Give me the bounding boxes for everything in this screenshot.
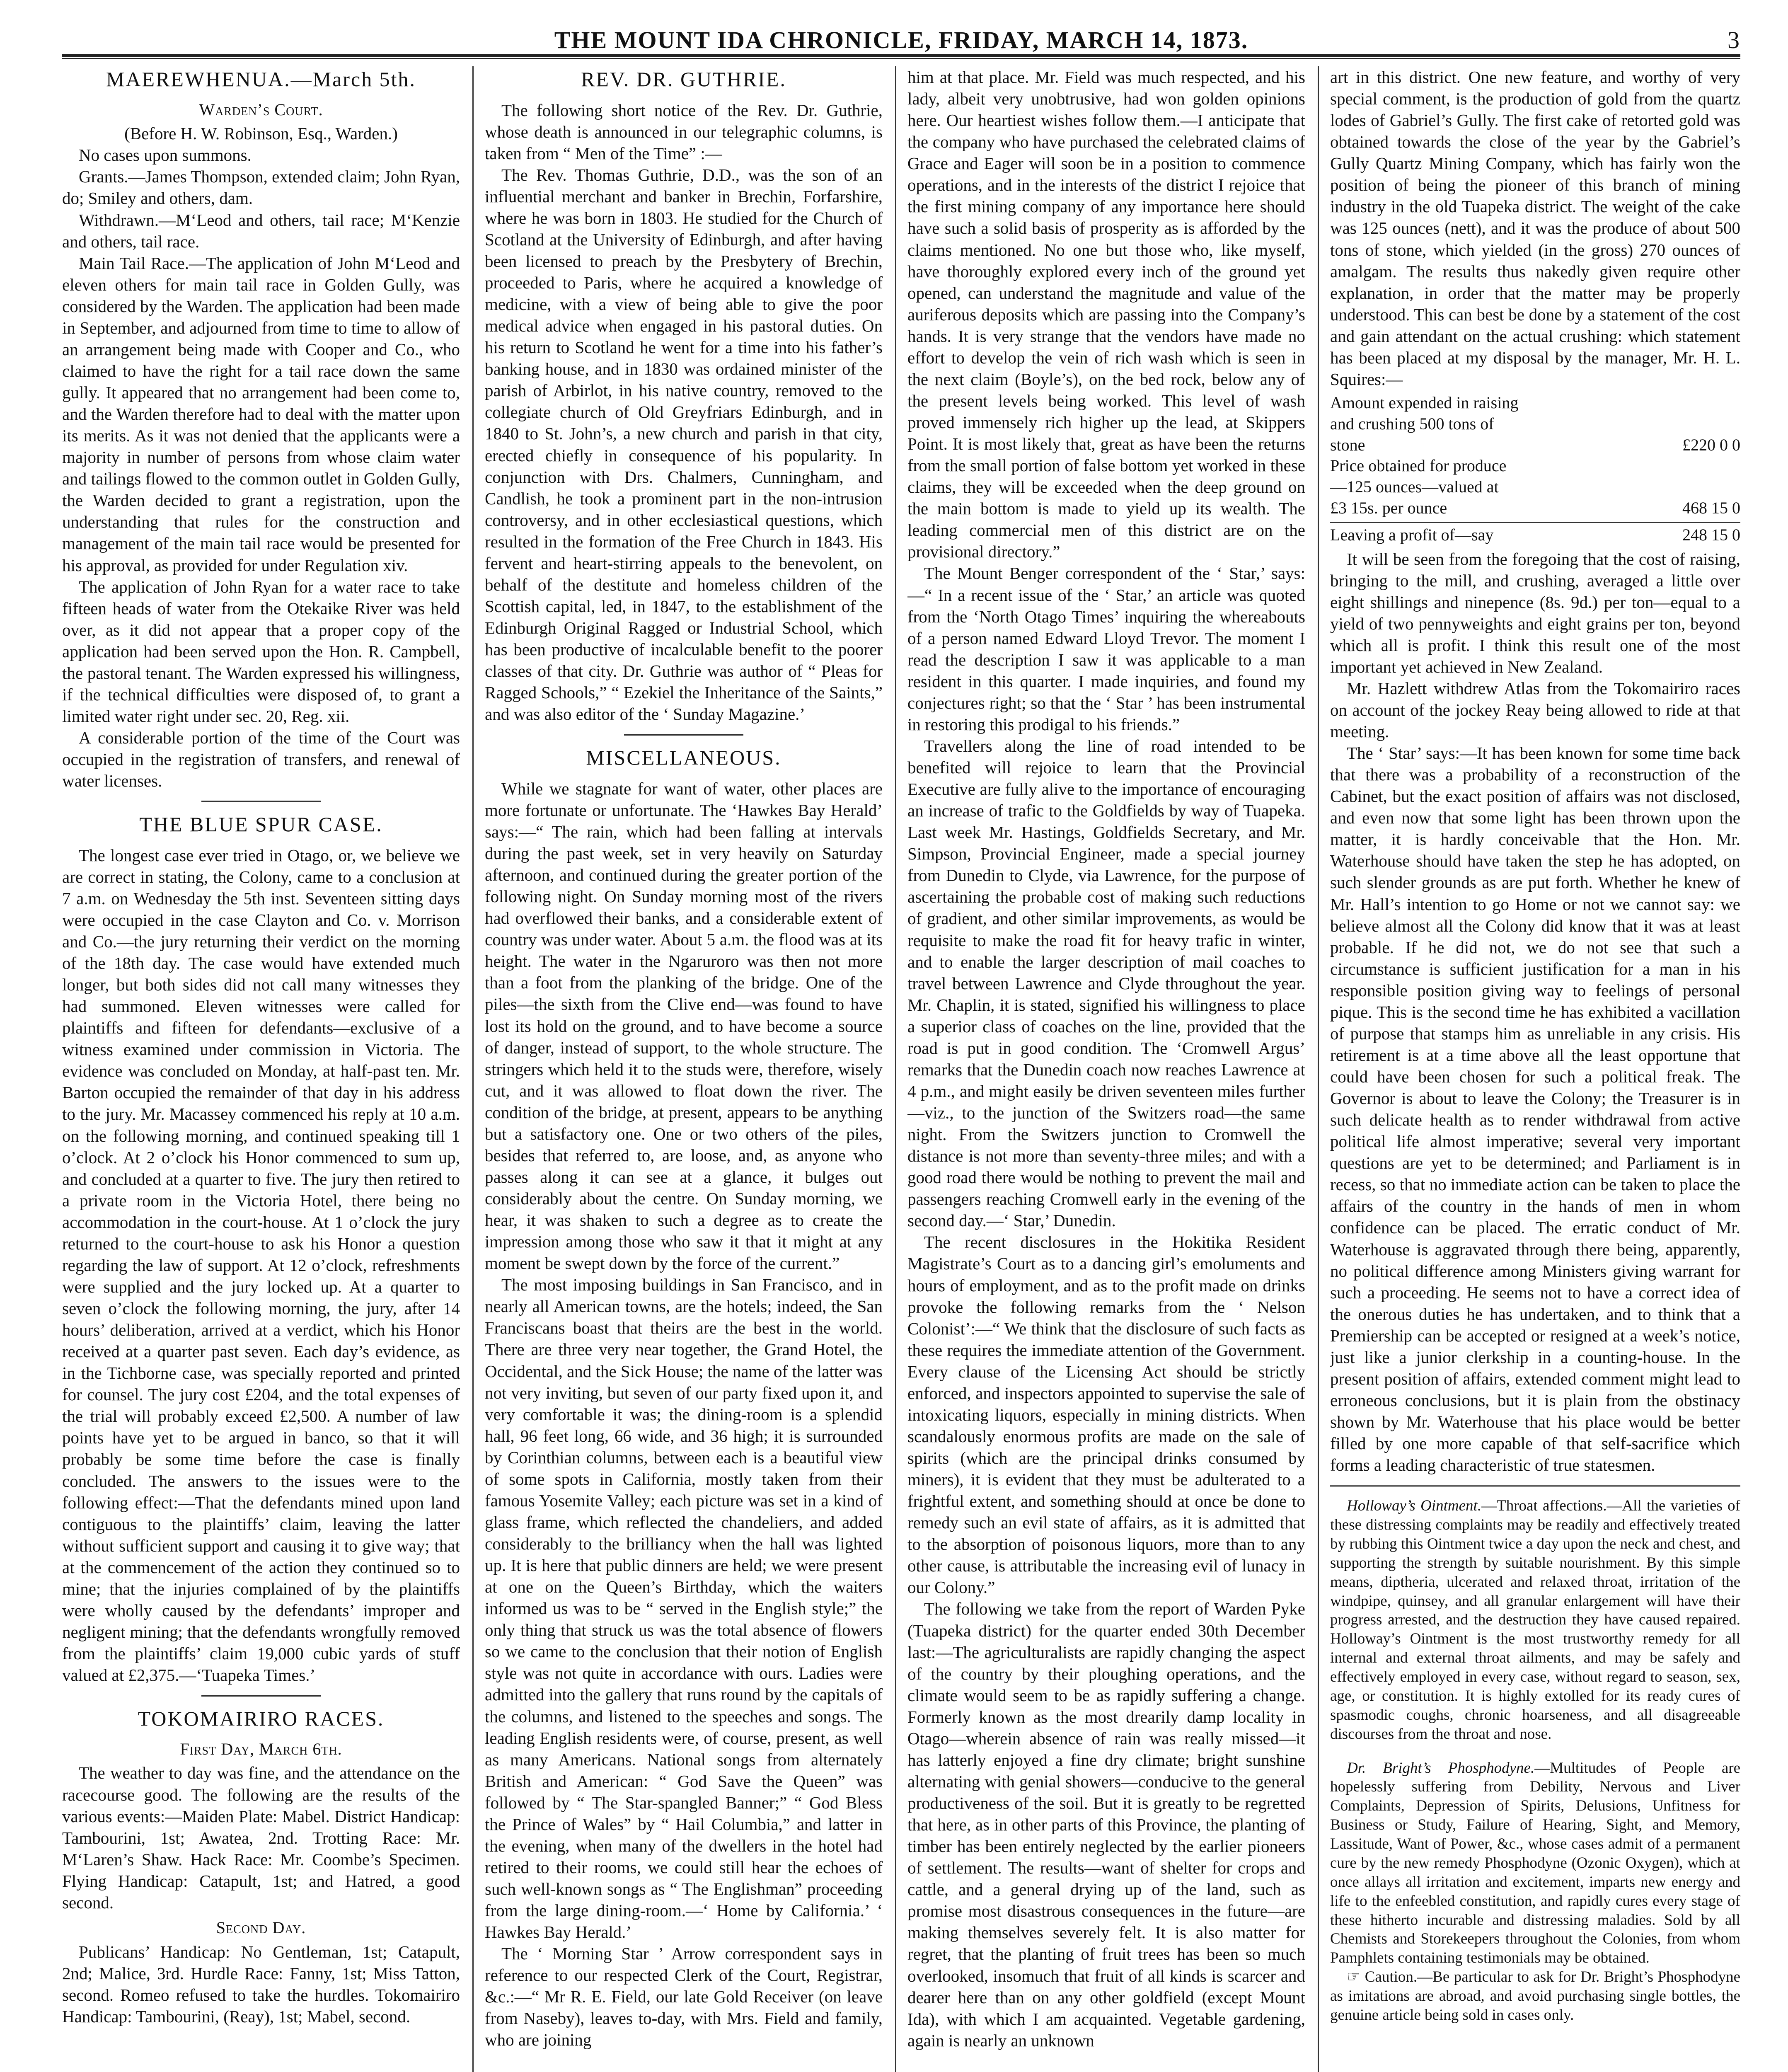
ad-caution: ☞ Caution.—Be particular to ask for Dr. Bright’s Phosphodyne as imitations are abroad, and avoid purchasing single bottles, the genuine article being sold in cases only. [1330,1968,1740,2024]
crushing-ledger [1330,392,1740,546]
column-4 [1330,66,1740,2072]
article-paragraph: him at that place. Mr. Field was much respected, and his lady, albeit very unobtrusive, had won golden opinions here. Our heartiest wishes follow them.—I anticipate that the company who have purchased the celebrated claims of Grace and Eager will soon be in a position to commence operations, and in the interests of the district I rejoice that the first mining company of any importance here should have such a solid basis of prosperity as is afforded by the claims mentioned. No one but those who, like myself, have thoroughly explored every inch of the ground yet opened, can understand the magnitude and value of the auriferous deposits which are passing into the Company’s hands. It is very strange that the vendors have made no effort to develop the vein of rich wash which is seen in the next claim (Boyle’s), on the bed rock, below any of the present levels being worked. This level of wash proved immensely rich higher up the lead, at Skippers Point. It is most likely that, great as have been the returns from the small portion of false bottom yet worked in these claims, they will be exceeded when the deep ground on the main bottom is made to yield up its wealth. The leading commercial men of this district are on the provisional directory.” [907,68,1305,562]
ledger-line: Amount expended in raising [1330,393,1519,412]
column-2 [485,66,883,2072]
article-paragraph: It will be seen from the foregoing that the cost of raising, bringing to the mill, and crushing, averaged a little over eight shillings and ninepence (8s. 9d.) per ton—equal to a yield of two pennyweights and eight grains per ton, beyond which all is profit. I think this result one of the most important yet achieved in New Zealand. [1330,549,1740,676]
article-paragraph: The most imposing buildings in San Francisco, and in nearly all American towns, are the hotels; indeed, the San Franciscans boast that theirs are the best in the world. There are three very near together, the Grand Hotel, the Occidental, and the Sick House; the name of the latter was not very inviting, but seven of our party fixed upon it, and very comfortable it was; the dining-room is a splendid hall, 96 feet long, 66 wide, and 36 high; it is surrounded by Corinthian columns, between each is a beautiful view of some spots in California, mostly taken from their famous Yosemite Valley; each picture was set in a kind of glass frame, which reflected the chandeliers, and added considerably to the brilliancy when the hall was lighted up. It is here that public dinners are held; we were present at one on the Queen’s Birthday, which the waiters informed us was to be “ served in the English style;” the only thing that struck us was the total absence of flowers so we came to the conclusion that their notion of English style was not quite in accordance with ours. Ladies were admitted into the gallery that runs round by the capitals of the columns, and listened to the speeches and songs. The leading English residents were, of course, present, as well as many Americans. National songs from alternately British and American: “ God Save the Queen” was followed by “ The Star-spangled Banner;” “ God Bless the Prince of Wales” by “ Hail Columbia,” and latter in the evening, when many of the dwellers in the hotel had retired to their rooms, we could still hear the echoes of such well-known songs as “ The Englishman” proceeding from the large dining-room.—‘ Home by California.’ ‘ Hawkes Bay Herald.’ [485,1275,883,1942]
ledger-row [1330,435,1740,456]
ledger-row [1330,522,1740,546]
advertisement-phosphodyne [1330,1759,1740,2025]
ledger-row [1330,498,1740,519]
article-paragraph: No cases upon summons. [79,145,252,165]
column-rule [895,66,896,2072]
newspaper-title: THE MOUNT IDA CHRONICLE, FRIDAY, MARCH 14, 1873. [554,27,1248,53]
heading-tokomairiro-races: TOKOMAIRIRO RACES. [138,1707,385,1731]
ledger-label: stone [1330,435,1365,454]
ledger-line: Price obtained for produce [1330,456,1507,475]
second-day-heading: Second Day. [216,1918,306,1937]
article-paragraph: Main Tail Race.—The application of John M‘Leod and eleven others for main tail race in Golden Gully, was considered by the Warden. The application had been made in September, and adjourned from time to time to allow of an arrangement being made with Cooper and Co., who claimed to have the right for a tail race down the same gully. It appeared that no arrangement had been come to, and the Warden therefore had to deal with the matter upon its merits. As it was not denied that the applicants were a majority in number of persons from whose claim water and tailings flowed to the common outlet in Golden Gully, the Warden decided to grant a registration, upon the understanding that rules for the construction and management of the main tail race would be presented for his approval, as provided for under Regulation xiv. [62,253,460,575]
section-divider [1330,1485,1740,1487]
ledger-line: and crushing 500 tons of [1330,414,1494,433]
article-paragraph: Withdrawn.—M‘Leod and others, tail race; M‘Kenzie and others, tail race. [62,210,460,251]
article-paragraph: The following we take from the report of Warden Pyke (Tuapeka district) for the quarter ended 30th December last:—The agriculturalists are rapidly changing the aspect of the country by their ploughing operations, and the climate would seem to be as rapidly suffering a change. Formerly known as the most drearily damp locality in Otago—wherein absence of rain was really missed—it has latterly enjoyed a fine dry climate; bright sunshine alternating with genial showers—conducive to the general productiveness of the soil. But it is greatly to be regretted that here, as in other parts of this Province, the planting of timber has been entirely neglected by the earlier pioneers of settlement. The results—want of shelter for crops and cattle, and a general drying up of the land, such as promise most disastrous consequences in the future—are making themselves severely felt. It is also matter for regret, that the planting of fruit trees has been so much overlooked, insomuch that fruit of all kinds is scarcer and dearer here than on any other goldfield (except Mount Ida), with which I am acquainted. Vegetable gardening, again is nearly an unknown [907,1599,1305,2050]
article-paragraph: While we stagnate for want of water, other places are more fortunate or unfortunate. The ‘Hawkes Bay Herald’ says:—“ The rain, which had been falling at intervals during the past week, set in very heavily on Saturday afternoon, and continued during the greater portion of the following night. On Sunday morning most of the rivers had overflowed their banks, and a considerable extent of country was under water. About 5 a.m. the flood was at its height. The water in the Ngaruroro was then not more than a foot from the planking of the bridge. One of the piles—the sixth from the Clive end—was found to have lost its hold on the ground, and to have become a source of danger, instead of support, to the whole structure. The stringers which held it to the studs were, therefore, wisely cut, and it was allowed to float down the river. The condition of the bridge, at present, appears to be anything but a satisfactory one. One or two others of the piles, besides that referred to, are loose, and, as anyone who passes along it can see at a glance, it bulges out considerably about the centre. On Sunday morning, we hear, it was shaken to such a degree as to create the impression among those who saw it that it might at any moment be swept down by the force of the current.” [485,779,883,1273]
article-paragraph: The application of John Ryan for a water race to take fifteen heads of water from the Otekaike River was held over, as it did not appear that a proper copy of the application had been served upon the Hon. R. Campbell, the pastoral tenant. The Warden expressed his willingness, if the technical difficulties were disposed of, to grant a limited water right under sec. 20, Reg. xii. [62,577,460,726]
article-paragraph: Travellers along the line of road intended to be benefited will rejoice to learn that the Provincial Executive are fully alive to the importance of encouraging an increase of trafic to the Goldfields by way of Tuapeka. Last week Mr. Hastings, Goldfields Secretary, and Mr. Simpson, Provincial Engineer, made a special journey from Dunedin to Clyde, via Lawrence, for the purpose of ascertaining the probable cost of making such reductions of gradient, and other similar improvements, as would be requisite to make the road fit for heavy trafic in winter, and to enable the larger description of mail coaches to travel between Lawrence and Clyde throughout the year. Mr. Chaplin, it is stated, signified his willingness to place a superior class of coaches on the line, provided that the road is put in good condition. The ‘Cromwell Argus’ remarks that the Dunedin coach now reaches Lawrence at 4 p.m., and might easily be driven seventeen miles further—viz., to the junction of the Switzers road—the same night. From the Switzers junction to Cromwell the distance is not more than seventy-three miles; and with a good road there would be nothing to prevent the mail and passengers reaching Cromwell early in the evening of the second day.—‘ Star,’ Dunedin. [907,736,1305,1230]
article-paragraph: The ‘ Star’ says:—It has been known for some time back that there was a probability of a reconstruction of the Cabinet, but the exact position of affairs was not disclosed, and even now that some light has been thrown upon the matter, it is hardly conceivable that the Hon. Mr. Waterhouse should have taken the step he has adopted, on such slender grounds as are put forth. Whether he knew of Mr. Hall’s intention to go Home or not we cannot say: we believe almost all the Colony did know that it was at least probable. If he did not, we do not see that such a circumstance is sufficient justification for a man in his responsible position giving way to feelings of personal pique. This is the second time he has exhibited a vacillation of purpose that stamps him as unreliable in any crisis. His retirement is at a time above all the least opportune that could have been chosen for such a political freak. The Governor is about to leave the Colony; the Treasurer is in such delicate health as to render withdrawal from active political life almost imperative; several very important questions are yet to be determined; and Parliament is in recess, so that no immediate action can be taken to place the affairs of the country in the hands of men in whom confidence can be placed. The erratic conduct of Mr. Waterhouse is aggravated through there being, apparently, no political difference among Ministers giving warrant for such a proceeding. He seems not to have a correct idea of the onerous duties he has undertaken, and to think that a Premiership can be accepted or resigned at a week’s notice, just like a junior clerkship in a counting-house. In the present position of affairs, extended comment might lead to erroneous conclusions, but it is plain from the obstinacy shown by Mr. Waterhouse that his place would be better filled by one more capable of that self-sacrifice which forms a leading characteristic of true statesmen. [1330,743,1740,1475]
masthead [62,17,1740,57]
article-paragraph: art in this district. One new feature, and worthy of very special comment, is the production of gold from the quartz lodes of Gabriel’s Gully. The first cake of retorted gold was obtained towards the close of the year by the Gabriel’s Gully Quartz Mining Company, which has fairly won the position of being the pioneer of this branch of mining industry in the old Tuapeka district. The weight of the cake was 125 ounces (nett), and it was the produce of about 500 tons of stone, which yielded (in the gross) 270 ounces of amalgam. The results thus nakedly given require other explanation, in order that the matter may be properly understood. This can best be done by a statement of the cost and gain attendant on the actual crushing: which statement has been placed at my disposal by the manager, Mr. H. L. Squires:— [1330,68,1740,389]
article-paragraph: The longest case ever tried in Otago, or, we believe we are correct in stating, the Colony, came to a conclusion at 7 a.m. on Wednesday the 5th inst. Seventeen sitting days were occupied in the case Clayton and Co. v. Morrison and Co.—the jury returning their verdict on the morning of the 18th day. The case would have extended much longer, but both sides did not call many witnesses they had summoned. Eleven witnesses were called for plaintiffs and fifteen for defendants—exclusive of a witness examined under commission in Victoria. The evidence was concluded on Monday, at half-past ten. Mr. Barton occupied the remainder of that day in his address to the jury. Mr. Macassey commenced his reply at 10 a.m. on the following morning, and continued speaking till 1 o’clock. At 2 o’clock his Honor commenced to sum up, and concluded at a quarter to five. The jury then retired to a private room in the Victoria Hotel, there being no accommodation in the court-house. At 1 o’clock the jury returned to the court-house to ask his Honor a question regarding the law of support. At 12 o’clock, refreshments were supplied and the jury locked up. At a quarter to seven o’clock the following morning, the jury, after 14 hours’ deliberation, arrived at a verdict, which his Honor received at a quarter past seven. Each day’s evidence, as in the Tichborne case, was specially reported and printed for counsel. The jury cost £204, and the total expenses of the trial will probably exceed £2,500. A number of law points have yet to be argued in banco, so that it will probably be some time before the case is finally concluded. The answers to the issues were to the following effect:—That the defendants mined upon land contiguous to the plaintiffs’ claim, leaving the latter without sufficient support and causing it to give way; that at the commencement of the action they continued so to mine; that the injuries complained of by the plaintiffs were wholly caused by the defendants’ improper and negligent mining; that the defendants wrongfully removed from the plaintiffs’ claim 19,000 cubic yards of stuff valued at £2,375.—‘Tuapeka Times.’ [62,845,460,1685]
ad-name: Dr. Bright’s Phosphodyne. [1347,1759,1535,1777]
article-paragraph: The Rev. Thomas Guthrie, D.D., was the son of an influential merchant and banker in Brechin, Forfarshire, where he was born in 1803. He studied for the Church of Scotland at the University of Edinburgh, and after having been licensed to preach by the Presbytery of Brechin, proceeded to Paris, where he acquired a knowledge of medicine, with a view of being able to give the poor medical advice when engaged in his pastoral duties. On his return to Scotland he went for a time into his father’s banking house, and in 1830 was ordained minister of the parish of Arbirlot, in his native country, removed to the collegiate church of Old Greyfriars Edinburgh, and in 1840 to St. John’s, a new church and parish in that city, erected chiefly in consequence of his popularity. In conjunction with Drs. Chalmers, Cunningham, and Candlish, he took a prominent part in the non-intrusion controversy, and in other ecclesiastical questions, which resulted in the formation of the Free Church in 1843. His fervent and heart-stirring appeals to the benevolent, on behalf of the destitute and homeless children of the Scottish capital, led, in 1847, to the establishment of the Edinburgh Original Ragged or Industrial School, which has been productive of incalculable benefit to the poorer classes of that city. Dr. Guthrie was author of “ Pleas for Ragged Schools,” “ Ezekiel the Inheritance of the Saints,” and was also editor of the ‘ Sunday Magazine.’ [485,165,883,724]
ledger-label: Leaving a profit of—say [1330,525,1494,544]
article-paragraph: The ‘ Morning Star ’ Arrow correspondent says in reference to our respected Clerk of the Court, Registrar, &c.:—“ Mr R. E. Field, our late Gold Receiver (on leave from Naseby), leaves to-day, with Mrs. Field and family, who are joining [485,1944,883,2050]
advertisement-holloway [1330,1496,1740,1743]
wardens-court-heading: Warden’s Court. [199,100,323,119]
article-paragraph: The Mount Benger correspondent of the ‘ Star,’ says:—“ In a recent issue of the ‘ Star,’ an article was quoted from the ‘North Otago Times’ inquiring the whereabouts of a person named Edward Lloyd Trevor. The moment I read the description I saw it was applicable to a man resident in this quarter. I made inquiries, and found my conjectures right; so that the ‘ Star ’ has been instrumental in restoring this prodigal to his friends.” [907,564,1305,734]
ad-text: —Multitudes of People are hopelessly suffering from Debility, Nervous and Liver Complaints, Depression of Spirits, Delusions, Unfitness for Business or Study, Failure of Hearing, Sight, and Memory, Lassitude, Want of Power, &c., whose cases admit of a permanent cure by the new remedy Phosphodyne (Ozonic Oxygen), which at once allays all irritation and excitement, imparts new energy and life to the enfeebled constitution, and rapidly cures every stage of these hitherto incurable and distressing maladies. Sold by all Chemists and Storekeepers throughout the Colonies, from whom Pamphlets containing testimonials may be obtained. [1330,1759,1740,1967]
page-number: 3 [1728,27,1740,53]
article-paragraph: The following short notice of the Rev. Dr. Guthrie, whose death is announced in our telegraphic columns, is taken from “ Men of the Time” :— [485,100,883,163]
ledger-amount: £220 0 0 [1682,435,1740,454]
ledger-line: —125 ounces—valued at [1330,477,1499,496]
article-paragraph: A considerable portion of the time of the Court was occupied in the registration of transfers, and renewal of water licenses. [62,728,460,791]
section-divider [201,1695,321,1697]
masthead-rule [62,58,1740,59]
column-rule [1318,66,1319,2072]
ad-text: —Throat affections.—All the varieties of these distressing complaints may be readily and effectively treated by rubbing this Ointment twice a day upon the neck and chest, and supporting the strength by suitable nourishment. By this simple means, diptheria, ulcerated and relaxed throat, irritation of the windpipe, quinsey, and all granular enlargement will have their progress arrested, and the destruction they have caused repaired. Holloway’s Ointment is the most trustworthy remedy for all internal and external throat ailments, and may be safely and effectively employed in every case, without regard to season, sex, age, or constitution. It is highly extolled for its ready cures of spasmodic coughs, chronic hoarseness, and all disagreeable discourses from the throat and nose. [1330,1497,1740,1743]
article-paragraph: The weather to day was fine, and the attendance on the racecourse good. The following are the results of the various events:—Maiden Plate: Mabel. District Handicap: Tambourini, 1st; Awatea, 2nd. Trotting Race: Mr. M‘Laren’s Shaw. Hack Race: Mr. Coombe’s Specimen. Flying Handicap: Catapult, 1st; and Hatred, a good second. [62,1763,460,1912]
heading-maerewhenua: MAEREWHENUA.—March 5th. [106,68,416,91]
column-3 [907,66,1305,2072]
heading-rev-dr-guthrie: REV. DR. GUTHRIE. [581,68,786,91]
column-rule [472,66,474,2072]
column-1 [62,66,460,2072]
heading-miscellaneous: MISCELLANEOUS. [586,746,781,770]
heading-blue-spur-case: THE BLUE SPUR CASE. [139,813,383,836]
first-day-heading: First Day, March 6th. [180,1739,342,1758]
court-subheading: (Before H. W. Robinson, Esq., Warden.) [124,124,398,143]
section-divider [201,801,321,802]
ad-name: Holloway’s Ointment. [1347,1497,1482,1515]
article-paragraph: Grants.—James Thompson, extended claim; John Ryan, do; Smiley and others, dam. [62,167,460,208]
article-paragraph: Publicans’ Handicap: No Gentleman, 1st; Catapult, 2nd; Malice, 3rd. Hurdle Race: Fanny, 1st; Miss Tatton, second. Romeo refused to take the hurdles. Tokomairiro Handicap: Tambourini, (Reay), 1st; Mabel, second. [62,1942,460,2026]
ledger-label: £3 15s. per ounce [1330,498,1447,517]
ledger-amount: 468 15 0 [1682,498,1740,517]
article-paragraph: Mr. Hazlett withdrew Atlas from the Tokomairiro races on account of the jockey Reay being allowed to ride at that meeting. [1330,678,1740,741]
ledger-amount: 248 15 0 [1682,525,1740,544]
section-divider [624,734,743,736]
article-paragraph: The recent disclosures in the Hokitika Resident Magistrate’s Court as to a dancing girl’s emoluments and hours of employment, and as to the profit made on drinks provoke the following remarks from the ‘ Nelson Colonist’:—“ We think that the disclosure of such facts as these requires the immediate attention of the Government. Every clause of the Licensing Act should be strictly enforced, and inspectors appointed to supervise the sale of intoxicating liquors, especially in mining districts. When scandalously enormous profits are made on the sale of spirits (which are the principal drinks consumed by miners), it is evident that they must be adulterated to a frightful extent, and something should at once be done to remedy such an evil state of affairs, as it is admitted that to the absorption of poisonous liquors, more than to any other cause, is attributable the increasing evil of lunacy in our Colony.” [907,1232,1305,1597]
